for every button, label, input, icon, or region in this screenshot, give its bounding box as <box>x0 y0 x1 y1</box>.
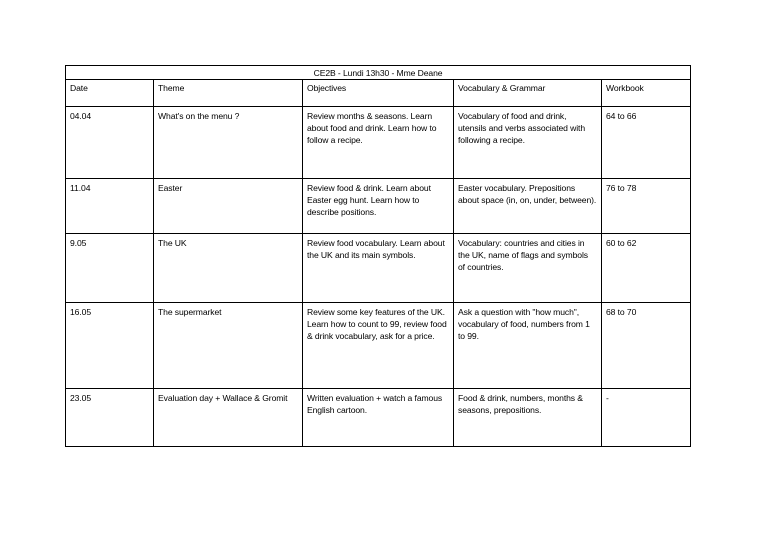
cell-date: 11.04 <box>66 179 154 234</box>
table-header-row <box>66 80 691 107</box>
cell-workbook: 64 to 66 <box>602 107 691 179</box>
cell-date: 9.05 <box>66 234 154 303</box>
header-vocabulary: Vocabulary & Grammar <box>454 80 602 107</box>
cell-objectives: Review food vocabulary. Learn about the UK and its main symbols. <box>303 234 454 303</box>
cell-vocabulary: Food & drink, numbers, months & seasons, prepositions. <box>454 389 602 447</box>
table-row <box>66 389 691 447</box>
header-objectives: Objectives <box>303 80 454 107</box>
cell-vocabulary: Vocabulary: countries and cities in the UK, name of flags and symbols of countries. <box>454 234 602 303</box>
cell-theme: What's on the menu ? <box>154 107 303 179</box>
cell-vocabulary: Vocabulary of food and drink, utensils and verbs associated with following a recipe. <box>454 107 602 179</box>
cell-vocabulary: Easter vocabulary. Prepositions about space (in, on, under, between). <box>454 179 602 234</box>
cell-workbook: - <box>602 389 691 447</box>
table-title: CE2B - Lundi 13h30 - Mme Deane <box>66 66 691 80</box>
cell-theme: Easter <box>154 179 303 234</box>
cell-objectives: Review some key features of the UK. Learn how to count to 99, review food & drink vocabulary, ask for a price. <box>303 303 454 389</box>
schedule-table <box>65 65 691 447</box>
cell-objectives: Written evaluation + watch a famous English cartoon. <box>303 389 454 447</box>
cell-objectives: Review food & drink. Learn about Easter egg hunt. Learn how to describe positions. <box>303 179 454 234</box>
cell-vocabulary: Ask a question with "how much", vocabulary of food, numbers from 1 to 99. <box>454 303 602 389</box>
header-theme: Theme <box>154 80 303 107</box>
cell-objectives: Review months & seasons. Learn about food and drink. Learn how to follow a recipe. <box>303 107 454 179</box>
header-workbook: Workbook <box>602 80 691 107</box>
cell-date: 23.05 <box>66 389 154 447</box>
cell-workbook: 60 to 62 <box>602 234 691 303</box>
table-row <box>66 107 691 179</box>
cell-workbook: 68 to 70 <box>602 303 691 389</box>
cell-theme: The supermarket <box>154 303 303 389</box>
cell-workbook: 76 to 78 <box>602 179 691 234</box>
cell-theme: Evaluation day + Wallace & Gromit <box>154 389 303 447</box>
cell-theme: The UK <box>154 234 303 303</box>
table-row <box>66 234 691 303</box>
table-title-row <box>66 66 691 80</box>
table-row <box>66 303 691 389</box>
cell-date: 04.04 <box>66 107 154 179</box>
cell-date: 16.05 <box>66 303 154 389</box>
header-date: Date <box>66 80 154 107</box>
table-row <box>66 179 691 234</box>
